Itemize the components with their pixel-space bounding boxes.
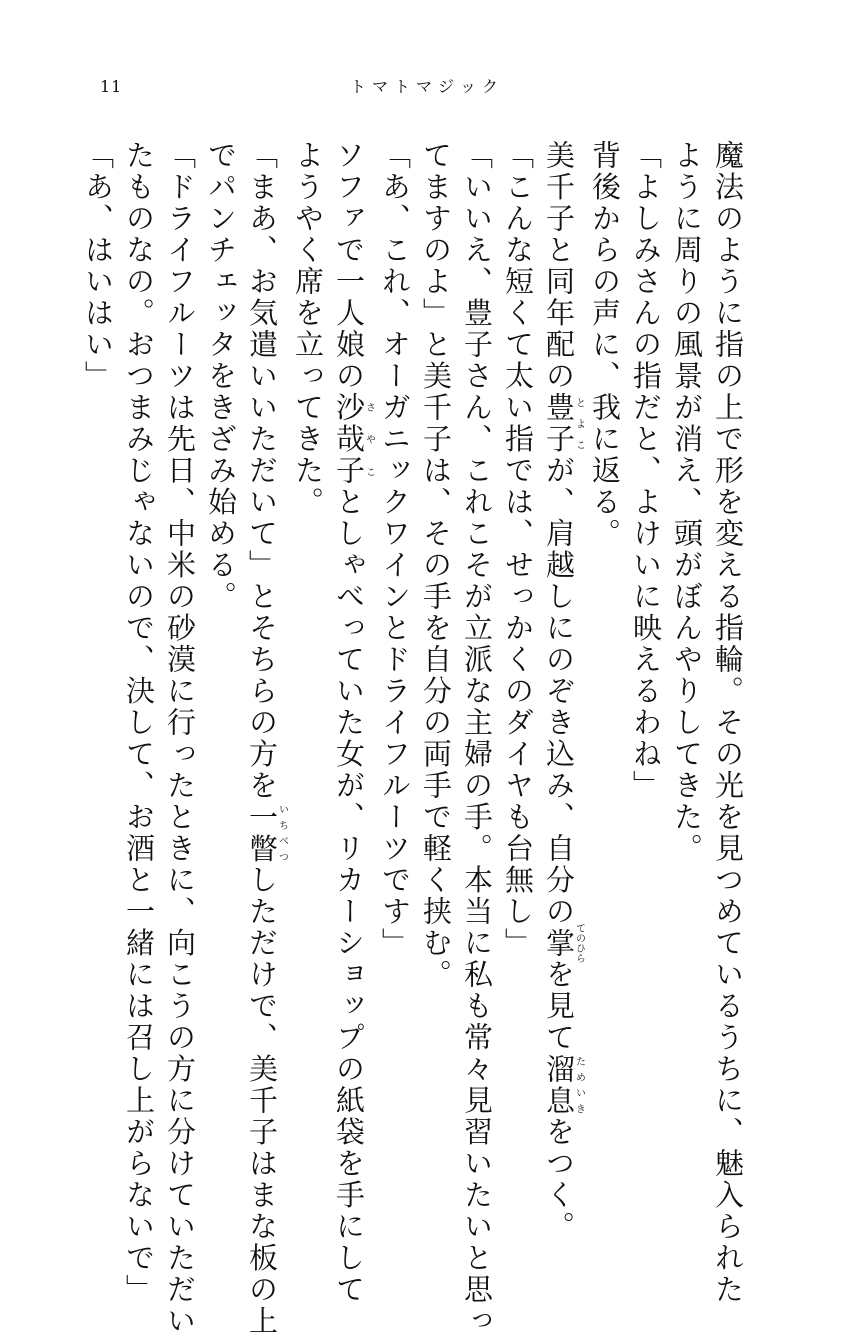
text-line-14: 「ドライフルーツは先日、中米の砂漠に行ったときに、向こうの方に分けていただい (159, 140, 200, 1140)
ruby-reading: いちべつ (277, 802, 288, 865)
ruby-base: 掌 (542, 923, 576, 963)
text-line-12 (241, 140, 287, 1140)
ruby-base: 沙哉子 (332, 392, 366, 487)
text-line-6: 「こんな短くて太い指では、せっかくのダイヤも台無し」 (497, 140, 538, 1140)
ruby-reading: ためいき (574, 1054, 585, 1117)
text-segment: しただけで、美千子はまな板の上 (245, 865, 279, 1337)
text-line-11: ようやく席を立ってきた。 (287, 140, 328, 1140)
ruby-base: 豊子 (542, 392, 576, 455)
text-line-8: てますのよ」と美千子は、その手を自分の両手で軽く挟む。 (415, 140, 456, 1140)
ruby-reading: とよこ (574, 392, 585, 455)
ruby-base: 溜息 (542, 1054, 576, 1117)
ruby-sayako (332, 392, 366, 487)
page-number: 11 (100, 78, 122, 96)
text-line-1: 魔法のように指の上で形を変える指輪。その光を見つめているうちに、魅入られた (707, 140, 748, 1140)
text-line-16: 「あ、はいはい」 (77, 140, 118, 1140)
ruby-tenohira (542, 928, 576, 960)
ruby-tameiki (542, 1054, 576, 1117)
text-line-10 (328, 140, 374, 1140)
ruby-reading: てのひら (574, 923, 585, 963)
ruby-ichibetsu (245, 802, 279, 865)
text-line-4: 背後からの声に、我に返る。 (584, 140, 625, 1140)
text-segment: が、肩越しにのぞき込み、自分の (542, 455, 576, 928)
ruby-base: 一瞥 (245, 802, 279, 865)
text-line-7: 「いいえ、豊子さん、これこそが立派な主婦の手。本当に私も常々見習いたいと思っ (456, 140, 497, 1140)
text-line-9: 「あ、これ、オーガニックワインとドライフルーツです」 (374, 140, 415, 1140)
text-line-13: でパンチェッタをきざみ始める。 (200, 140, 241, 1140)
text-segment: を見て (542, 959, 576, 1054)
text-segment: 美千子と同年配の (542, 140, 576, 392)
text-line-3: 「よしみさんの指だと、よけいに映えるわね」 (625, 140, 666, 1140)
body-text (96, 140, 748, 1140)
text-segment: ソファで一人娘の (332, 140, 366, 392)
text-segment: 「まあ、お気遣いいただいて」とそちらの方を (245, 140, 279, 802)
running-title: トマトマジック (350, 78, 504, 96)
text-segment: としゃべっていた女が、リカーショップの紙袋を手にして (332, 487, 366, 1306)
ruby-reading: さやこ (364, 392, 375, 487)
text-segment: をつく。 (542, 1117, 576, 1243)
text-line-15: たものなの。おつまみじゃないので、決して、お酒と一緒には召し上がらないで」 (118, 140, 159, 1140)
text-line-2: ように周りの風景が消え、頭がぼんやりしてきた。 (666, 140, 707, 1140)
ruby-toyoko (542, 392, 576, 455)
text-line-5 (538, 140, 584, 1140)
